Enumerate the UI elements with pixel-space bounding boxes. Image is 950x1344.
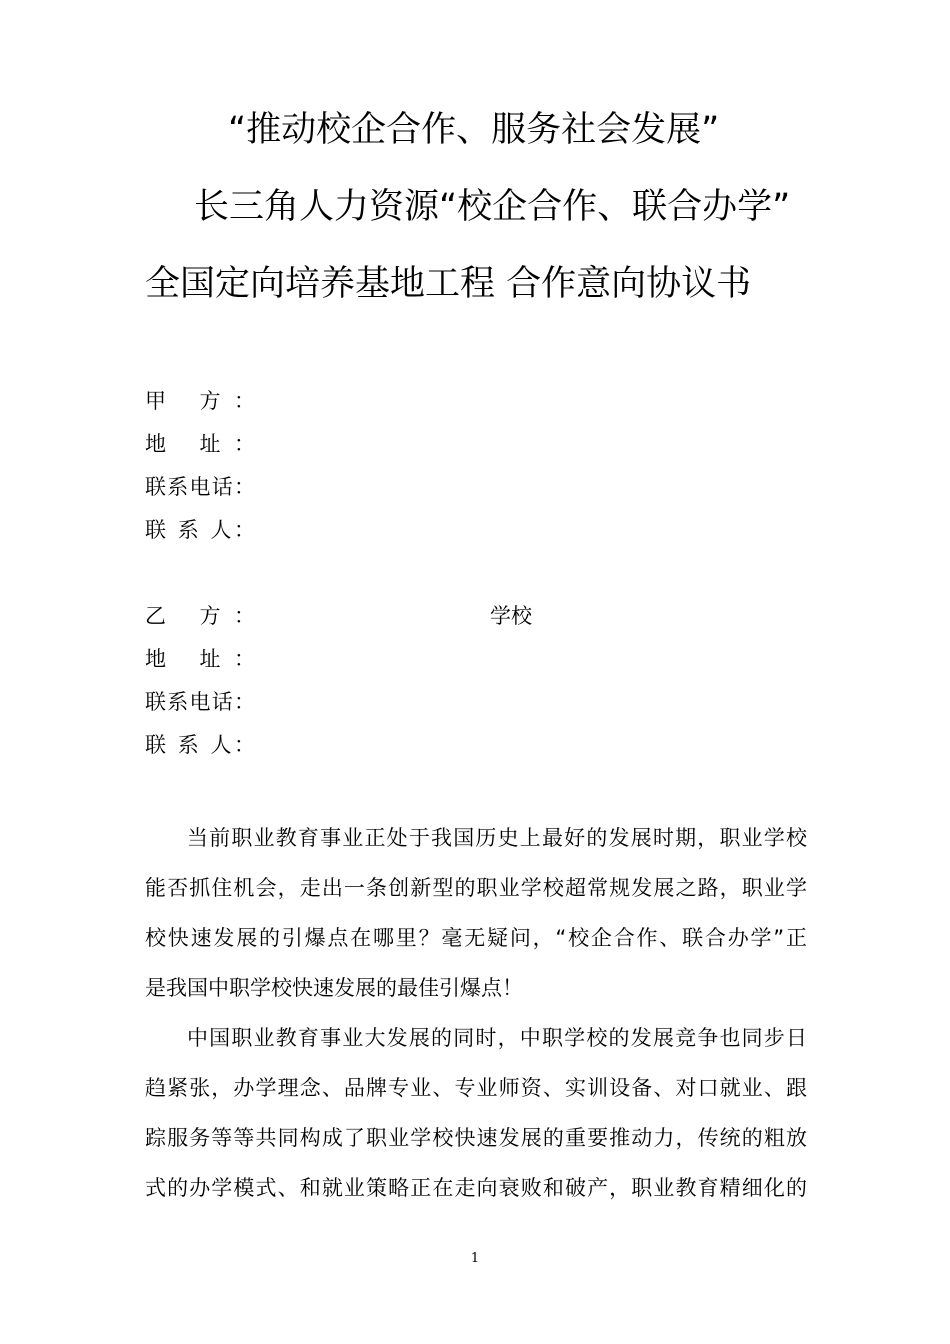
party-a-phone-label: 联系电话： <box>145 475 255 499</box>
paragraph-1-line-3: 校快速发展的引爆点在哪里？毫无疑问，“校企合作、联合办学”正 <box>145 926 807 950</box>
party-a-address-row <box>145 429 255 459</box>
title-line-2: 长三角人力资源“校企合作、联合办学” <box>194 187 791 227</box>
party-b-address-row <box>145 644 255 674</box>
paragraph-1-line-1: 当前职业教育事业正处于我国历史上最好的发展时期，职业学校 <box>187 826 807 850</box>
paragraph-2-line-4: 式的办学模式、和就业策略正在走向衰败和破产，职业教育精细化的 <box>145 1176 807 1200</box>
page-number: 1 <box>470 1251 480 1266</box>
party-b-contact-row <box>145 730 255 760</box>
party-a-contact-row <box>145 515 255 545</box>
paragraph-1-line-2: 能否抓住机会，走出一条创新型的职业学校超常规发展之路，职业学 <box>145 876 807 900</box>
party-b-name-row <box>145 601 532 631</box>
paragraph-1-line-4: 是我国中职学校快速发展的最佳引爆点！ <box>145 976 523 1000</box>
party-a-name-label: 甲 方： <box>145 389 255 413</box>
party-b-phone-row <box>145 687 255 717</box>
party-a-contact-label: 联 系 人： <box>145 518 255 542</box>
party-b-address-label: 地 址： <box>145 647 255 671</box>
party-b-name-label: 乙 方： <box>145 604 255 628</box>
paragraph-2-line-1: 中国职业教育事业大发展的同时，中职学校的发展竞争也同步日 <box>187 1026 807 1050</box>
party-b-contact-label: 联 系 人： <box>145 733 255 757</box>
party-a-address-label: 地 址： <box>145 432 255 456</box>
title-line-1: “推动校企合作、服务社会发展” <box>228 110 720 150</box>
party-a-phone-row <box>145 472 255 502</box>
paragraph-2-line-2: 趋紧张，办学理念、品牌专业、专业师资、实训设备、对口就业、跟 <box>145 1076 807 1100</box>
party-b-name-value: 学校 <box>490 604 532 628</box>
party-a-name-row <box>145 386 255 416</box>
party-b-phone-label: 联系电话： <box>145 690 255 714</box>
paragraph-2-line-3: 踪服务等等共同构成了职业学校快速发展的重要推动力，传统的粗放 <box>145 1126 807 1150</box>
title-line-3: 全国定向培养基地工程 合作意向协议书 <box>145 264 752 304</box>
